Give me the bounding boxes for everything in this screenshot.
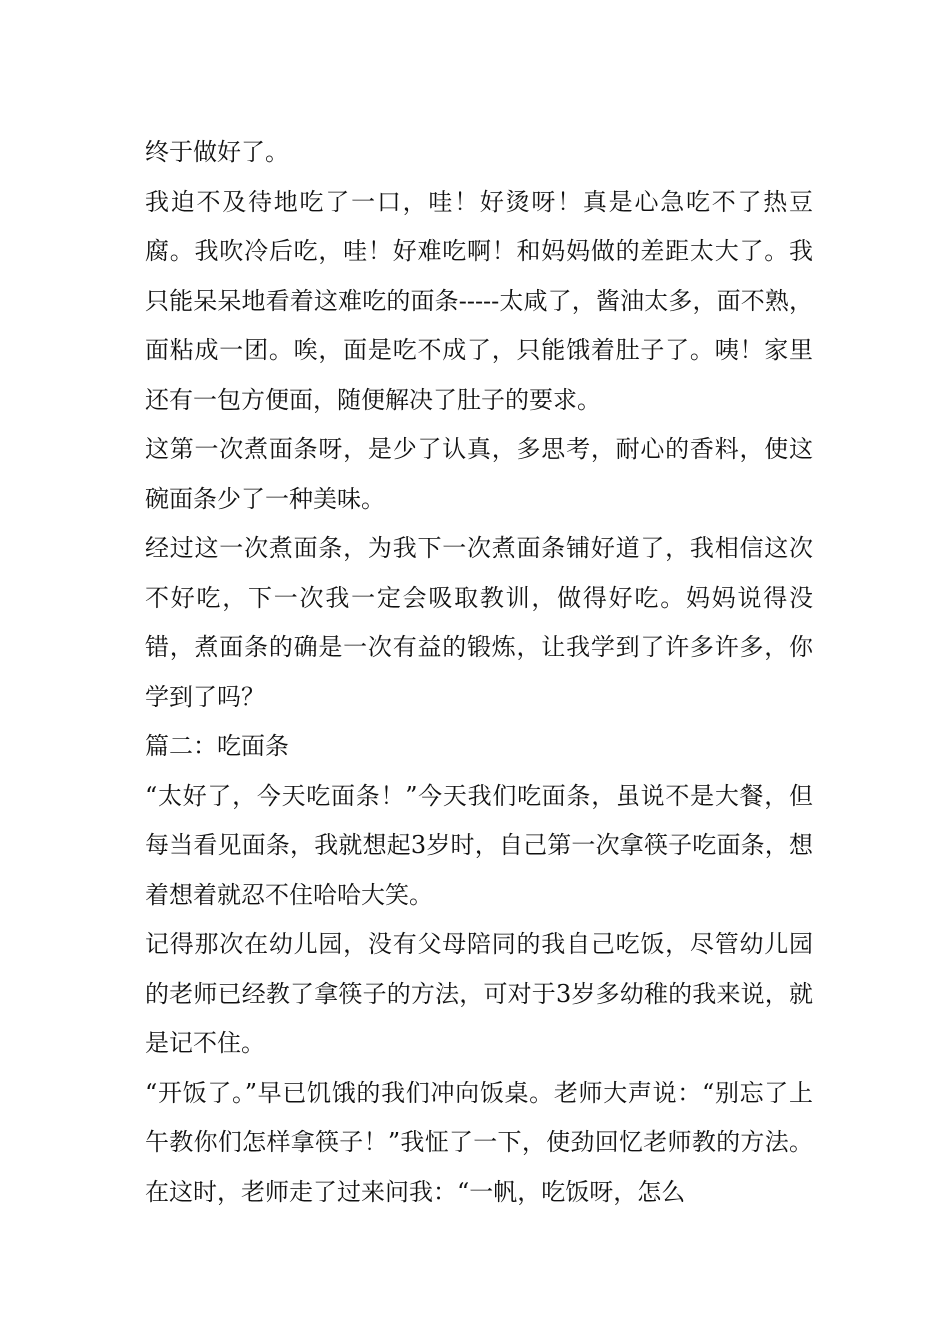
paragraph-lesson-learned: 经过这一次煮面条，为我下一次煮面条铺好道了，我相信这次不好吃，下一次我一定会吸取教训，做得好吃。妈妈说得没错，煮面条的确是一次有益的锻炼，让我学到了许多许多，你学到了吗？ — [145, 534, 813, 711]
paragraph-noodles-done: 终于做好了。 — [145, 138, 289, 166]
section-heading-part-two: 篇二：吃面条 — [145, 732, 289, 760]
paragraph-mealtime: “开饭了。”早已饥饿的我们冲向饭桌。老师大声说：“别忘了上午教你们怎样拿筷子！”我怔了一下，使劲回忆老师教的方法。在这时，老师走了过来问我：“一帆，吃饭呀，怎么 — [145, 1078, 813, 1206]
paragraph-reflection: 这第一次煮面条呀，是少了认真，多思考，耐心的香料，使这碗面条少了一种美味。 — [145, 435, 813, 513]
paragraph-tasting-noodles: 我迫不及待地吃了一口，哇！好烫呀！真是心急吃不了热豆腐。我吹冷后吃，哇！好难吃啊！和妈妈做的差距太大了。我只能呆呆地看着这难吃的面条-----太咸了，酱油太多，面不熟，面粘成一团。唉，面是吃不成了，只能饿着肚子了。咦！家里还有一包方便面，随便解决了肚子的要求。 — [145, 187, 813, 414]
paragraph-kindergarten-memory: 记得那次在幼儿园，没有父母陪同的我自己吃饭，尽管幼儿园的老师已经教了拿筷子的方法，可对于3岁多幼稚的我来说，就是记不住。 — [145, 930, 813, 1057]
paragraph-eating-noodles-intro: “太好了，今天吃面条！”今天我们吃面条，虽说不是大餐，但每当看见面条，我就想起3岁时，自己第一次拿筷子吃面条，想着想着就忍不住哈哈大笑。 — [145, 781, 813, 909]
document-body — [145, 128, 813, 1217]
